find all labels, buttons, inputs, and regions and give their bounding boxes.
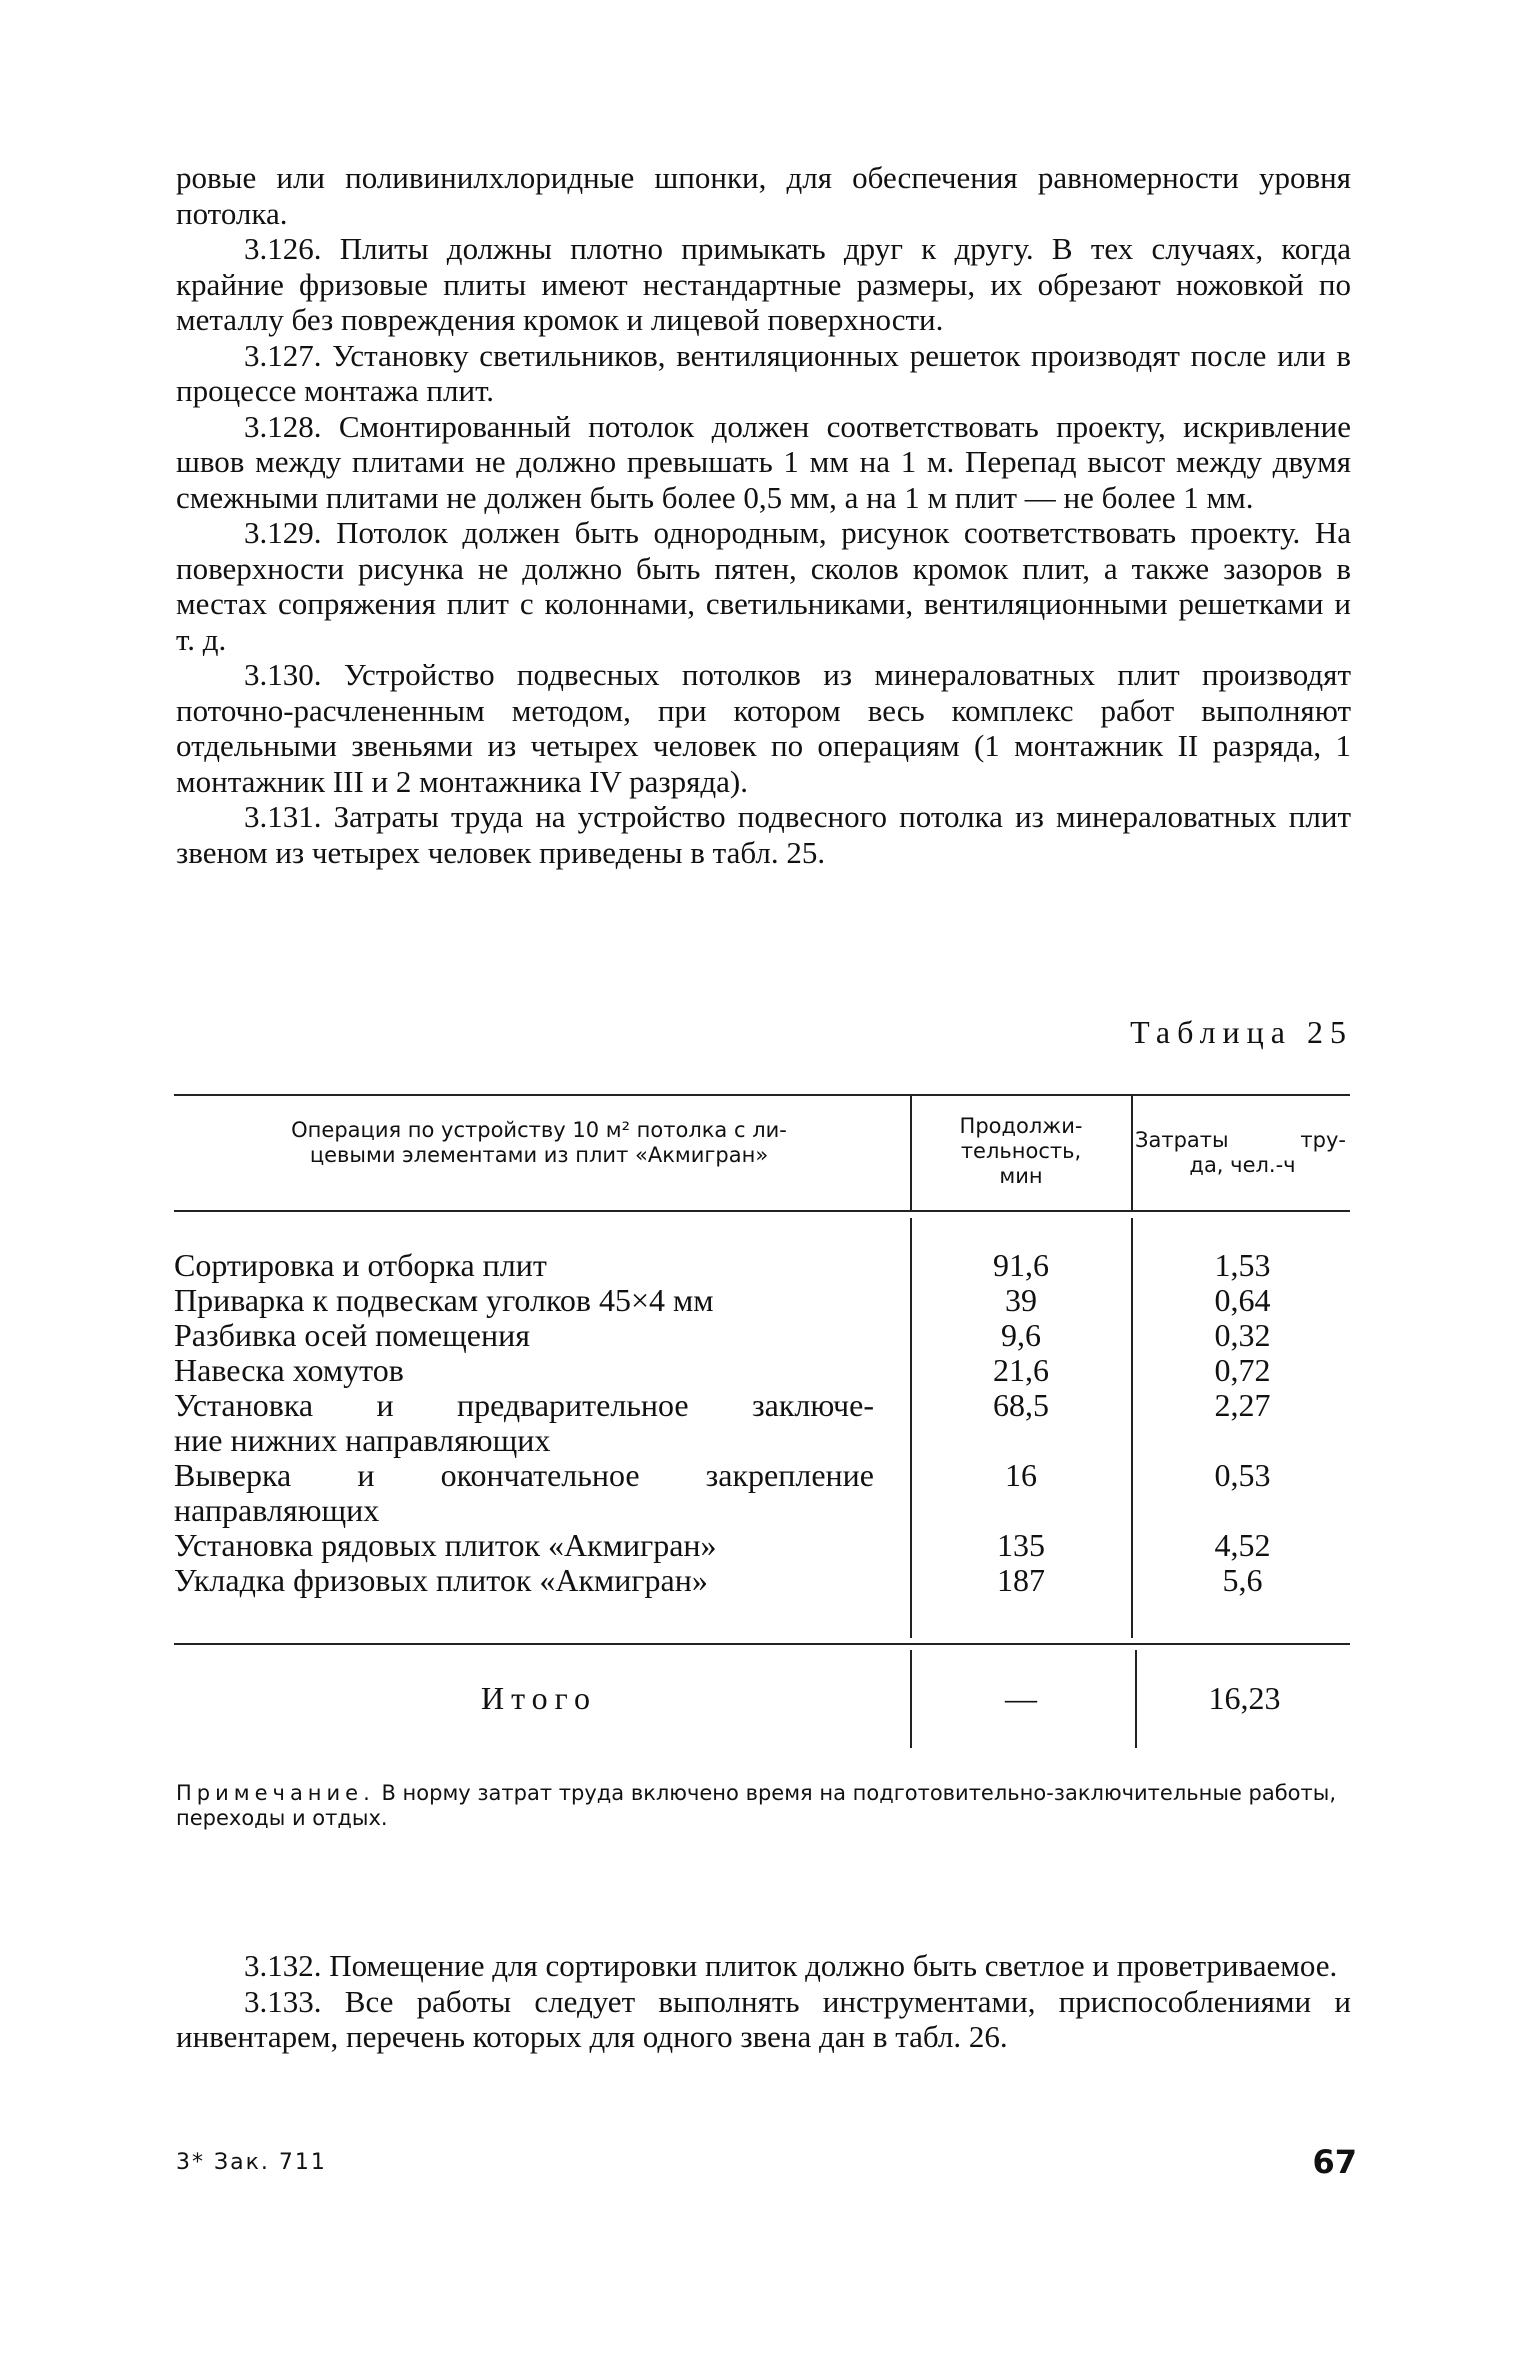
row-duration: 68,5: [993, 1387, 1049, 1423]
row-labor: 0,53: [1214, 1457, 1271, 1493]
body-text-bottom: [176, 1948, 1351, 2055]
row-operation: Установка рядовых плиток «Акмигран»: [174, 1527, 717, 1563]
table-body-rule: [174, 1643, 1350, 1645]
table-note: [176, 1781, 1351, 1831]
row-operation-line2: направляющих: [174, 1492, 380, 1528]
row-labor: 4,52: [1214, 1527, 1271, 1563]
paragraph-3-132: 3.132. Помещение для сортировки плиток должно быть светлое и проветриваемое.: [244, 1948, 1338, 1983]
row-operation-line1: Установка и предварительное заключе-: [174, 1387, 874, 1423]
row-operation: Укладка фризовых плиток «Акмигран»: [174, 1562, 708, 1598]
row-labor: 1,53: [1214, 1247, 1271, 1283]
paragraph-continuation: ровые или поливинилхлоридные шпонки, для обеспечения равномерности уровня потолка.: [176, 160, 1351, 231]
header-operation: [174, 1118, 904, 1168]
row-duration: 135: [997, 1527, 1045, 1563]
header-labor-line1: Затраты тру-: [1135, 1128, 1346, 1152]
header-duration-line1: Продолжи-: [959, 1114, 1083, 1138]
body-divider-1: [910, 1218, 912, 1638]
total-divider-1: [910, 1650, 912, 1748]
paragraph-3-131: 3.131. Затраты труда на устройство подвесного потолка из минераловатных плит звеном из четырех человек приведены в табл. 25.: [176, 799, 1351, 870]
header-duration-line2: тельность,: [960, 1139, 1082, 1163]
row-operation-line2: ние нижних направляющих: [174, 1422, 551, 1458]
table-row: [174, 1248, 874, 1283]
paragraph-3-127: 3.127. Установку светильников, вентиляционных решеток производят после или в процессе монтажа плит.: [176, 337, 1351, 408]
row-labor: 0,64: [1214, 1282, 1271, 1318]
row-duration: 16: [1005, 1457, 1037, 1493]
header-operation-line2: цевыми элементами из плит «Акмигран»: [309, 1143, 769, 1167]
row-operation-line1: Выверка и окончательное закрепление: [174, 1457, 874, 1493]
body-text-top: [176, 160, 1351, 870]
total-duration: —: [1005, 1680, 1037, 1716]
table-row: [174, 1563, 874, 1598]
row-duration: 91,6: [993, 1247, 1049, 1283]
print-signature: 3* Зак. 711: [176, 2150, 327, 2175]
note-label: Примечание.: [176, 1781, 375, 1805]
header-divider-1: [910, 1096, 912, 1210]
table-row: [174, 1318, 874, 1353]
row-labor: 2,27: [1214, 1387, 1271, 1423]
header-labor: [1135, 1128, 1350, 1178]
total-labor: 16,23: [1208, 1680, 1281, 1716]
table-row: [174, 1353, 874, 1388]
page-number: 67: [1312, 2143, 1357, 2181]
row-duration: 9,6: [1001, 1317, 1041, 1353]
table-header-rule: [174, 1210, 1350, 1212]
paragraph-3-130: 3.130. Устройство подвесных потолков из минераловатных плит производят поточно-расчлененным методом, при котором весь комплекс работ выполняют отдельными звеньями из четырех человек по операциям (1 монтажник II разряда, 1 монтажник III и 2 монтажника IV разряда).: [176, 657, 1351, 799]
row-labor: 0,32: [1214, 1317, 1271, 1353]
row-duration: 39: [1005, 1282, 1037, 1318]
paragraph-3-133: 3.133. Все работы следует выполнять инструментами, приспособлениями и инвентарем, перечень которых для одного звена дан в табл. 26.: [176, 1983, 1351, 2054]
table-row: [174, 1388, 874, 1458]
table-row: [174, 1283, 874, 1318]
table-caption: Таблица 25: [1130, 1014, 1353, 1050]
row-operation: Приварка к подвескам уголков 45×4 мм: [174, 1282, 714, 1318]
paragraph-3-126: 3.126. Плиты должны плотно примыкать друг к другу. В тех случаях, когда крайние фризовые плиты имеют нестандартные размеры, их обрезают ножовкой по металлу без повреждения кромок и лицевой поверхности.: [176, 231, 1351, 337]
table-top-rule: [174, 1094, 1350, 1096]
table-row: [174, 1528, 874, 1563]
header-duration-line3: мин: [999, 1164, 1043, 1188]
row-operation: Разбивка осей помещения: [174, 1317, 530, 1353]
table-row: [174, 1458, 874, 1528]
total-divider-2: [1135, 1650, 1137, 1748]
header-divider-2: [1131, 1096, 1133, 1210]
row-duration: 21,6: [993, 1352, 1049, 1388]
row-operation: Сортировка и отборка плит: [174, 1247, 547, 1283]
row-labor: 0,72: [1214, 1352, 1271, 1388]
body-divider-2: [1131, 1218, 1133, 1638]
row-labor: 5,6: [1222, 1562, 1263, 1598]
paragraph-3-129: 3.129. Потолок должен быть однородным, рисунок соответствовать проекту. На поверхности рисунка не должно быть пятен, сколов кромок плит, а также зазоров в местах сопряжения плит с колоннами, светильниками, вентиляционными решетками и т. д.: [176, 515, 1351, 657]
total-label: Итого: [481, 1680, 597, 1716]
row-operation: Навеска хомутов: [174, 1352, 404, 1388]
paragraph-3-128: 3.128. Смонтированный потолок должен соответствовать проекту, искривление швов между плитами не должно превышать 1 мм на 1 м. Перепад высот между двумя смежными плитами не должен быть более 0,5 мм, а на 1 м плит — не более 1 мм.: [176, 408, 1351, 515]
note-text: В норму затрат труда включено время на подготовительно-заключительные работы, переходы и отдых.: [176, 1781, 1337, 1830]
header-labor-line2: да, чел.-ч: [1189, 1153, 1296, 1177]
row-duration: 187: [997, 1562, 1045, 1598]
header-duration: [914, 1114, 1128, 1189]
header-operation-line1: Операция по устройству 10 м² потолка с ли-: [291, 1118, 787, 1142]
